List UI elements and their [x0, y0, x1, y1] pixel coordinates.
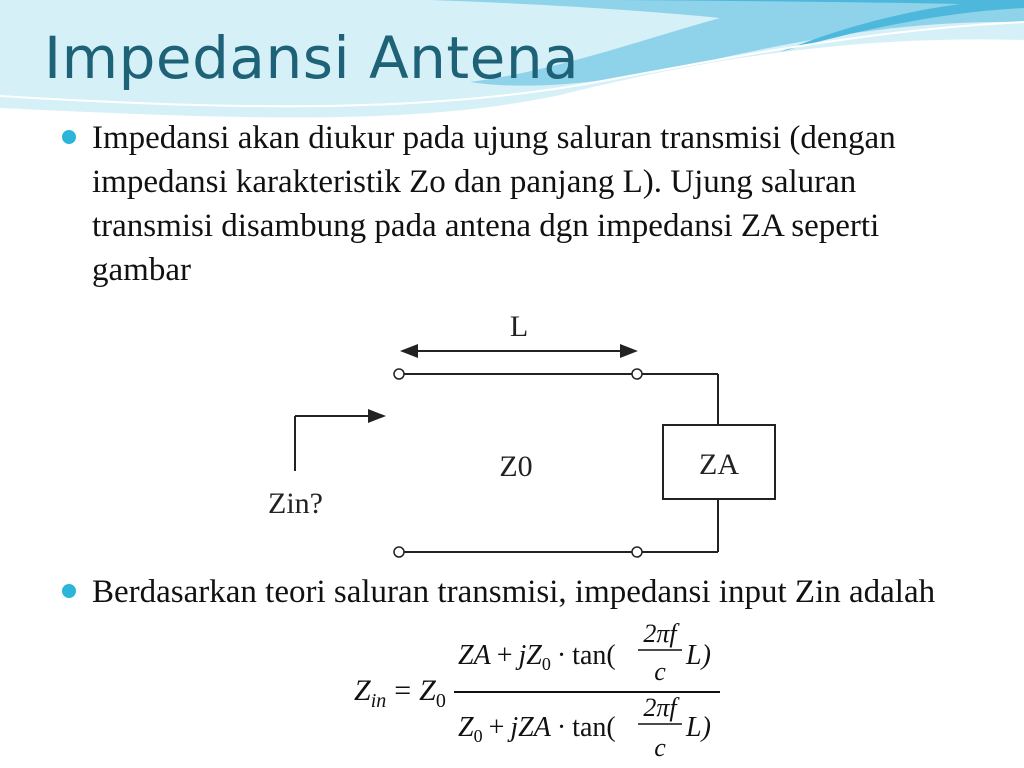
bullet-dot-icon: [62, 584, 76, 598]
terminal-top-left: [394, 369, 404, 379]
bullet-text-2: Berdasarkan teori saluran transmisi, impedansi input Zin adalah: [92, 574, 936, 610]
bullet-text-1: Impedansi akan diukur pada ujung saluran transmisi (dengan impedansi karakteristik Zo dan panjang L). Ujung saluran transmisi disambung pada antena dgn impedansi ZA seperti gambar: [92, 120, 896, 288]
num-freq-numerator: 2πf: [643, 619, 677, 648]
formula-denominator: $Z_0$ + jZA · tan(: [458, 712, 616, 746]
input-arrowhead-icon: [368, 409, 386, 423]
den-tail: L): [686, 712, 711, 743]
length-label: L: [509, 310, 529, 343]
num-freq-denominator: c: [654, 657, 666, 686]
formula-numerator: ZA + $jZ_0 \cdot \tan$(: [458, 640, 616, 674]
slide-title: Impedansi Antena: [44, 24, 580, 92]
terminal-bottom-right: [632, 547, 642, 557]
den-freq-denominator: c: [654, 733, 666, 762]
bullet-item-2: [62, 570, 972, 614]
arrowhead-left-icon: [400, 344, 418, 358]
input-impedance-formula: [350, 612, 730, 768]
load-label: ZA: [699, 448, 739, 481]
line-impedance-label: Z0: [499, 450, 533, 483]
bullet-dot-icon: [62, 130, 76, 144]
arrowhead-right-icon: [620, 344, 638, 358]
input-impedance-label: Zin?: [268, 487, 323, 520]
den-freq-numerator: 2πf: [643, 693, 677, 722]
num-tail: L): [686, 640, 711, 671]
transmission-line-diagram: [258, 296, 788, 571]
terminal-bottom-left: [394, 547, 404, 557]
bullet-item-1: [62, 116, 962, 292]
formula-lhs: $Z_{in} = Z_0$: [354, 674, 446, 712]
terminal-top-right: [632, 369, 642, 379]
